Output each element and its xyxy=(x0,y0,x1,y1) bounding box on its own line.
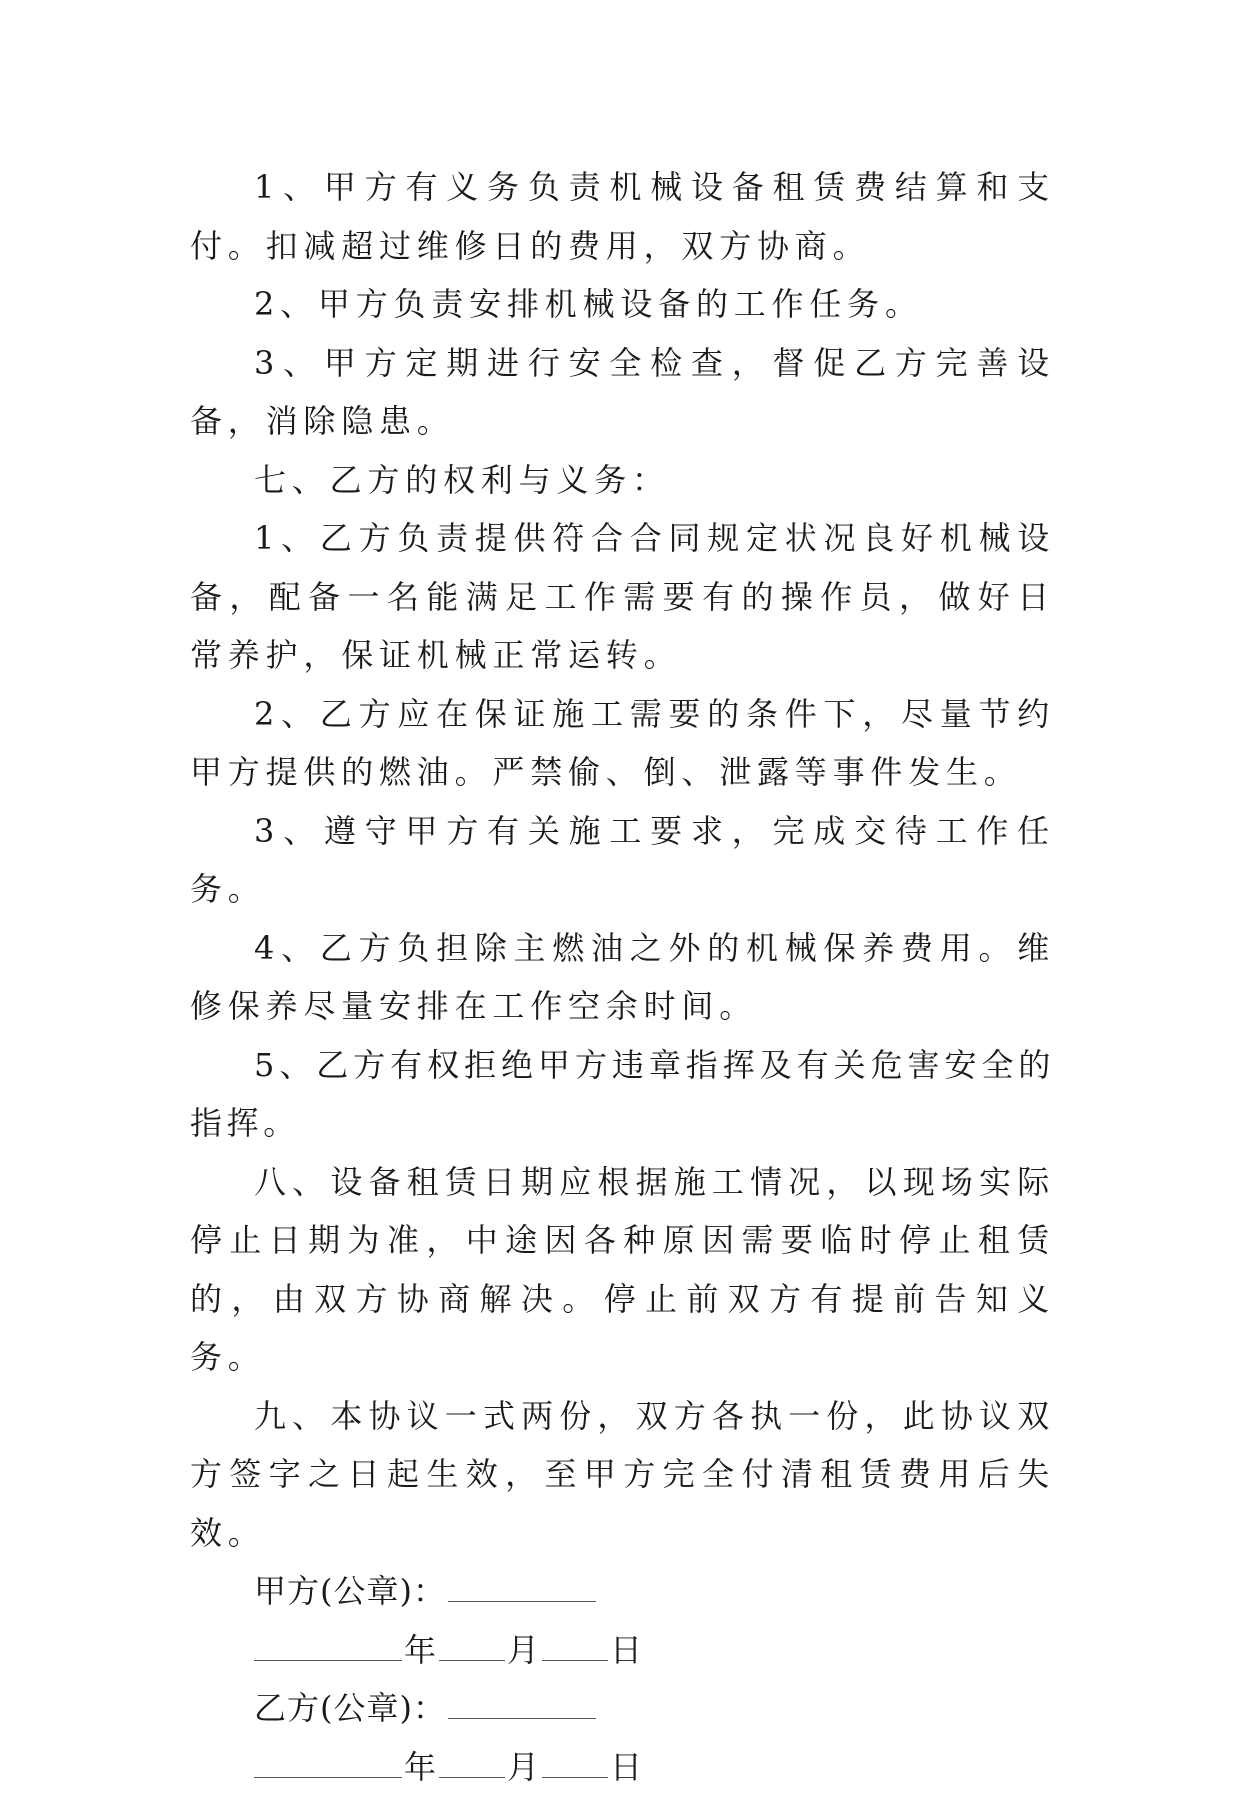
party-a-label: 甲方(公章)： xyxy=(254,1572,446,1610)
party-b-date-line xyxy=(190,1738,1055,1796)
day-label: 日 xyxy=(610,1631,643,1669)
party-b-label: 乙方(公章)： xyxy=(254,1689,446,1727)
month-label: 月 xyxy=(507,1748,540,1786)
clause-7-item-4: 4、乙方负担除主燃油之外的机械保养费用。维修保养尽量安排在工作空余时间。 xyxy=(190,919,1055,1036)
party-b-day-field[interactable] xyxy=(542,1753,608,1778)
party-b-signature-field[interactable] xyxy=(448,1694,596,1719)
clause-6-item-3: 3、甲方定期进行安全检查，督促乙方完善设备，消除隐患。 xyxy=(190,334,1055,451)
party-b-month-field[interactable] xyxy=(439,1753,505,1778)
party-a-year-field[interactable] xyxy=(254,1636,402,1661)
clause-6-item-2: 2、甲方负责安排机械设备的工作任务。 xyxy=(190,275,1055,334)
month-label: 月 xyxy=(507,1631,540,1669)
party-b-year-field[interactable] xyxy=(254,1753,402,1778)
clause-9: 九、本协议一式两份，双方各执一份，此协议双方签字之日起生效，至甲方完全付清租赁费用后失效。 xyxy=(190,1387,1055,1563)
party-a-signature-field[interactable] xyxy=(448,1577,596,1602)
party-a-signature-line xyxy=(190,1562,1055,1621)
party-b-signature-line xyxy=(190,1679,1055,1738)
party-a-date-line xyxy=(190,1621,1055,1680)
year-label: 年 xyxy=(404,1748,437,1786)
party-a-day-field[interactable] xyxy=(542,1636,608,1661)
clause-8: 八、设备租赁日期应根据施工情况，以现场实际停止日期为准，中途因各种原因需要临时停止租赁的，由双方协商解决。停止前双方有提前告知义务。 xyxy=(190,1153,1055,1387)
clause-7-item-3: 3、遵守甲方有关施工要求，完成交待工作任务。 xyxy=(190,802,1055,919)
clause-6-item-1: 1、甲方有义务负责机械设备租赁费结算和支付。扣减超过维修日的费用，双方协商。 xyxy=(190,158,1055,275)
clause-7-item-1: 1、乙方负责提供符合合同规定状况良好机械设备，配备一名能满足工作需要有的操作员，做好日常养护，保证机械正常运转。 xyxy=(190,509,1055,685)
clause-7-heading: 七、乙方的权利与义务： xyxy=(190,451,1055,510)
contract-body xyxy=(190,158,1055,1796)
clause-7-item-2: 2、乙方应在保证施工需要的条件下，尽量节约甲方提供的燃油。严禁偷、倒、泄露等事件发生。 xyxy=(190,685,1055,802)
clause-7-item-5: 5、乙方有权拒绝甲方违章指挥及有关危害安全的指挥。 xyxy=(190,1036,1055,1153)
year-label: 年 xyxy=(404,1631,437,1669)
day-label: 日 xyxy=(610,1748,643,1786)
party-a-month-field[interactable] xyxy=(439,1636,505,1661)
